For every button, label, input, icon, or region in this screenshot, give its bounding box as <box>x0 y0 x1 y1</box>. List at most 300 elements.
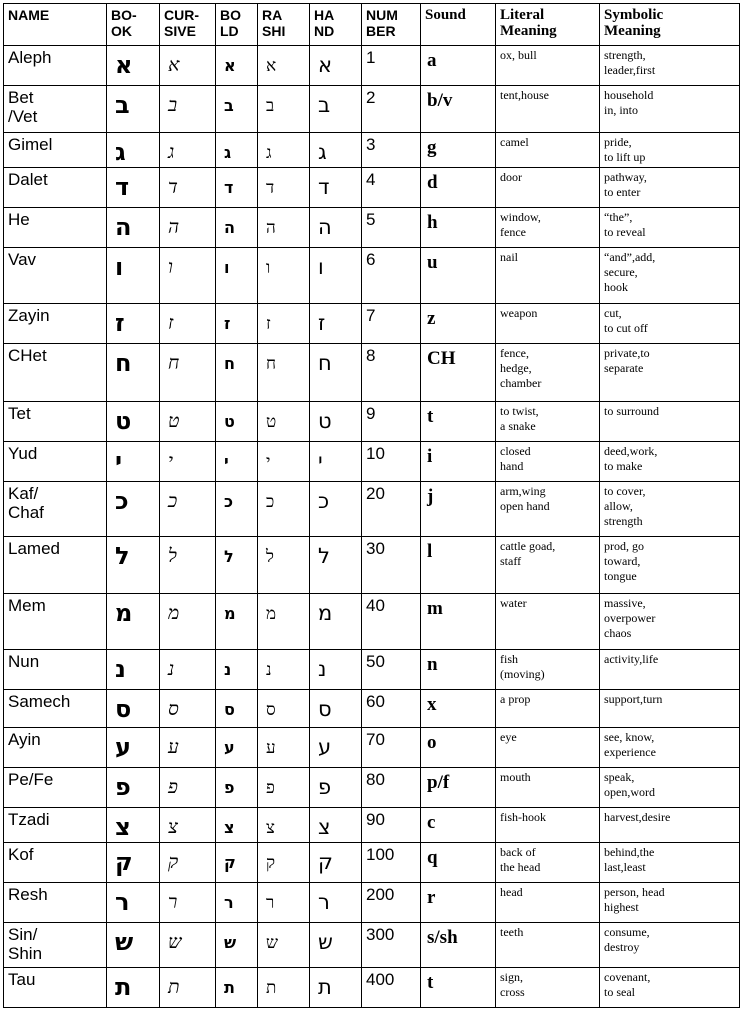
bold-script-glyph-cell <box>216 344 258 402</box>
hand-script-glyph: ת <box>318 975 332 999</box>
book-script-glyph-cell <box>107 808 160 843</box>
hand-script-glyph: ה <box>318 215 332 239</box>
hand-script-glyph-cell <box>310 86 362 133</box>
bold-script-glyph-cell <box>216 248 258 304</box>
book-script-glyph-cell <box>107 482 160 537</box>
book-script-glyph-cell <box>107 768 160 808</box>
letter-name-cell: CHet <box>4 344 107 402</box>
rashi-script-glyph-cell <box>258 968 310 1008</box>
bold-script-glyph-cell <box>216 808 258 843</box>
hand-script-glyph: נ <box>318 657 327 681</box>
literal-meaning-cell: ox, bull <box>496 46 600 86</box>
book-script-glyph-cell <box>107 883 160 923</box>
rashi-script-glyph: ש <box>266 933 279 953</box>
hand-script-glyph: ט <box>318 409 332 433</box>
symbolic-meaning-cell: behind,the last,least <box>600 843 740 883</box>
hand-script-glyph-cell <box>310 650 362 690</box>
bold-script-glyph: ט <box>224 412 235 431</box>
literal-meaning-cell: eye <box>496 728 600 768</box>
bold-script-glyph-cell <box>216 304 258 344</box>
bold-script-glyph: ה <box>224 218 235 237</box>
table-row <box>4 344 740 402</box>
sound-cell: a <box>421 46 496 86</box>
book-script-glyph: ה <box>115 213 132 241</box>
hand-script-glyph: כ <box>318 489 330 513</box>
bold-script-glyph: ק <box>224 853 236 872</box>
bold-script-glyph-cell <box>216 133 258 168</box>
number-cell: 10 <box>362 442 421 482</box>
table-row <box>4 304 740 344</box>
bold-script-glyph: נ <box>224 660 232 679</box>
cursive-script-glyph-cell <box>160 690 216 728</box>
rashi-script-glyph: א <box>266 56 277 76</box>
book-script-glyph-cell <box>107 46 160 86</box>
rashi-script-glyph: צ <box>266 818 275 838</box>
book-script-glyph-cell <box>107 248 160 304</box>
letter-name-cell: Kaf/ Chaf <box>4 482 107 537</box>
cursive-script-glyph: ל <box>168 545 177 567</box>
cursive-script-glyph-cell <box>160 537 216 594</box>
bold-script-glyph: א <box>224 56 236 75</box>
rashi-script-glyph: כ <box>266 492 275 512</box>
cursive-script-glyph: א <box>168 54 180 76</box>
bold-script-glyph: ב <box>224 96 234 115</box>
cursive-script-glyph: ק <box>168 851 179 873</box>
symbolic-meaning-cell: covenant, to seal <box>600 968 740 1008</box>
cursive-script-glyph: ו <box>168 256 173 278</box>
sound-cell: p/f <box>421 768 496 808</box>
number-cell: 70 <box>362 728 421 768</box>
bold-script-glyph-cell <box>216 168 258 208</box>
number-cell: 7 <box>362 304 421 344</box>
table-body <box>4 46 740 1008</box>
sound-cell: t <box>421 402 496 442</box>
book-script-glyph: ל <box>115 542 130 570</box>
bold-script-glyph-cell <box>216 537 258 594</box>
letter-name-cell: Gimel <box>4 133 107 168</box>
alphabet-table-wrapper <box>3 3 740 1008</box>
cursive-script-glyph-cell <box>160 923 216 968</box>
letter-name-cell: Pe/Fe <box>4 768 107 808</box>
bold-script-glyph-cell <box>216 690 258 728</box>
header-rashi: RA SHI <box>258 4 310 46</box>
sound-cell: CH <box>421 344 496 402</box>
bold-script-glyph: ג <box>224 143 232 162</box>
symbolic-meaning-cell: to surround <box>600 402 740 442</box>
table-row <box>4 133 740 168</box>
hand-script-glyph-cell <box>310 304 362 344</box>
cursive-script-glyph: נ <box>168 658 175 680</box>
number-cell: 60 <box>362 690 421 728</box>
literal-meaning-cell: a prop <box>496 690 600 728</box>
book-script-glyph: א <box>115 51 133 79</box>
table-row <box>4 537 740 594</box>
literal-meaning-cell: teeth <box>496 923 600 968</box>
hand-script-glyph-cell <box>310 923 362 968</box>
sound-cell: r <box>421 883 496 923</box>
hand-script-glyph-cell <box>310 594 362 650</box>
sound-cell: i <box>421 442 496 482</box>
letter-name-cell: He <box>4 208 107 248</box>
literal-meaning-cell: nail <box>496 248 600 304</box>
letter-name-cell: Kof <box>4 843 107 883</box>
bold-script-glyph-cell <box>216 968 258 1008</box>
sound-cell: g <box>421 133 496 168</box>
literal-meaning-cell: weapon <box>496 304 600 344</box>
book-script-glyph-cell <box>107 208 160 248</box>
hand-script-glyph: ג <box>318 140 327 164</box>
rashi-script-glyph-cell <box>258 86 310 133</box>
rashi-script-glyph: נ <box>266 660 272 680</box>
header-book: BO- OK <box>107 4 160 46</box>
bold-script-glyph-cell <box>216 923 258 968</box>
cursive-script-glyph: ר <box>168 891 178 913</box>
number-cell: 400 <box>362 968 421 1008</box>
cursive-script-glyph: ת <box>168 976 180 998</box>
hand-script-glyph-cell <box>310 344 362 402</box>
rashi-script-glyph-cell <box>258 594 310 650</box>
letter-name-cell: Nun <box>4 650 107 690</box>
book-script-glyph-cell <box>107 690 160 728</box>
literal-meaning-cell: fence, hedge, chamber <box>496 344 600 402</box>
table-row <box>4 923 740 968</box>
bold-script-glyph: ז <box>224 314 231 333</box>
hand-script-glyph-cell <box>310 248 362 304</box>
sound-cell: h <box>421 208 496 248</box>
bold-script-glyph: ס <box>224 700 235 719</box>
bold-script-glyph: ע <box>224 738 235 757</box>
bold-script-glyph-cell <box>216 768 258 808</box>
book-script-glyph-cell <box>107 537 160 594</box>
hand-script-glyph-cell <box>310 883 362 923</box>
cursive-script-glyph-cell <box>160 86 216 133</box>
table-row <box>4 208 740 248</box>
cursive-script-glyph-cell <box>160 168 216 208</box>
sound-cell: q <box>421 843 496 883</box>
cursive-script-glyph: ס <box>168 698 179 720</box>
rashi-script-glyph: ד <box>266 178 275 198</box>
hand-script-glyph-cell <box>310 442 362 482</box>
rashi-script-glyph: י <box>266 452 271 472</box>
book-script-glyph: ש <box>115 928 134 956</box>
bold-script-glyph-cell <box>216 650 258 690</box>
hand-script-glyph-cell <box>310 402 362 442</box>
hand-script-glyph: צ <box>318 815 331 839</box>
table-row <box>4 968 740 1008</box>
table-row <box>4 728 740 768</box>
sound-cell: s/sh <box>421 923 496 968</box>
rashi-script-glyph-cell <box>258 728 310 768</box>
number-cell: 8 <box>362 344 421 402</box>
table-row <box>4 768 740 808</box>
hand-script-glyph: פ <box>318 775 332 799</box>
cursive-script-glyph-cell <box>160 304 216 344</box>
bold-script-glyph-cell <box>216 86 258 133</box>
hand-script-glyph-cell <box>310 133 362 168</box>
cursive-script-glyph-cell <box>160 650 216 690</box>
letter-name-cell: Bet /Vet <box>4 86 107 133</box>
bold-script-glyph-cell <box>216 728 258 768</box>
rashi-script-glyph-cell <box>258 442 310 482</box>
cursive-script-glyph-cell <box>160 968 216 1008</box>
rashi-script-glyph-cell <box>258 883 310 923</box>
literal-meaning-cell: fish-hook <box>496 808 600 843</box>
cursive-script-glyph: ה <box>168 216 180 238</box>
table-row <box>4 402 740 442</box>
sound-cell: t <box>421 968 496 1008</box>
number-cell: 4 <box>362 168 421 208</box>
symbolic-meaning-cell: pride, to lift up <box>600 133 740 168</box>
book-script-glyph: ס <box>115 695 132 723</box>
literal-meaning-cell: back of the head <box>496 843 600 883</box>
hand-script-glyph-cell <box>310 690 362 728</box>
number-cell: 3 <box>362 133 421 168</box>
rashi-script-glyph-cell <box>258 304 310 344</box>
cursive-script-glyph: פ <box>168 776 178 798</box>
rashi-script-glyph-cell <box>258 208 310 248</box>
letter-name-cell: Yud <box>4 442 107 482</box>
hand-script-glyph-cell <box>310 46 362 86</box>
symbolic-meaning-cell: prod, go toward, tongue <box>600 537 740 594</box>
hand-script-glyph: ע <box>318 735 332 759</box>
cursive-script-glyph: י <box>168 450 173 472</box>
hand-script-glyph: י <box>318 449 323 473</box>
literal-meaning-cell: mouth <box>496 768 600 808</box>
header-row <box>4 4 740 46</box>
rashi-script-glyph: ל <box>266 547 274 567</box>
cursive-script-glyph-cell <box>160 133 216 168</box>
book-script-glyph-cell <box>107 86 160 133</box>
symbolic-meaning-cell: see, know, experience <box>600 728 740 768</box>
header-cursive: CUR- SIVE <box>160 4 216 46</box>
hand-script-glyph: ל <box>318 544 330 568</box>
rashi-script-glyph-cell <box>258 537 310 594</box>
bold-script-glyph: ל <box>224 547 234 566</box>
rashi-script-glyph: ב <box>266 96 275 116</box>
book-script-glyph: י <box>115 447 123 475</box>
cursive-script-glyph: ח <box>168 352 180 374</box>
number-cell: 30 <box>362 537 421 594</box>
cursive-script-glyph: ע <box>168 736 179 758</box>
rashi-script-glyph: ט <box>266 412 277 432</box>
rashi-script-glyph: ר <box>266 893 275 913</box>
bold-script-glyph: י <box>224 452 229 471</box>
letter-name-cell: Dalet <box>4 168 107 208</box>
hand-script-glyph-cell <box>310 968 362 1008</box>
bold-script-glyph: ד <box>224 178 234 197</box>
number-cell: 50 <box>362 650 421 690</box>
literal-meaning-cell: door <box>496 168 600 208</box>
literal-meaning-cell: arm,wing open hand <box>496 482 600 537</box>
cursive-script-glyph-cell <box>160 208 216 248</box>
book-script-glyph: ק <box>115 848 133 876</box>
sound-cell: x <box>421 690 496 728</box>
bold-script-glyph-cell <box>216 208 258 248</box>
book-script-glyph: נ <box>115 655 126 683</box>
symbolic-meaning-cell: strength, leader,first <box>600 46 740 86</box>
hand-script-glyph: ש <box>318 930 333 954</box>
book-script-glyph-cell <box>107 923 160 968</box>
literal-meaning-cell: closed hand <box>496 442 600 482</box>
rashi-script-glyph-cell <box>258 482 310 537</box>
symbolic-meaning-cell: speak, open,word <box>600 768 740 808</box>
literal-meaning-cell: fish (moving) <box>496 650 600 690</box>
book-script-glyph-cell <box>107 968 160 1008</box>
bold-script-glyph: ו <box>224 258 230 277</box>
rashi-script-glyph-cell <box>258 344 310 402</box>
bold-script-glyph: פ <box>224 778 235 797</box>
rashi-script-glyph-cell <box>258 923 310 968</box>
number-cell: 40 <box>362 594 421 650</box>
hebrew-alphabet-table <box>3 3 740 1008</box>
rashi-script-glyph-cell <box>258 402 310 442</box>
literal-meaning-cell: to twist, a snake <box>496 402 600 442</box>
sound-cell: z <box>421 304 496 344</box>
book-script-glyph: כ <box>115 487 129 515</box>
bold-script-glyph: מ <box>224 604 236 623</box>
bold-script-glyph: ש <box>224 933 237 952</box>
symbolic-meaning-cell: to cover, allow, strength <box>600 482 740 537</box>
literal-meaning-cell: water <box>496 594 600 650</box>
number-cell: 9 <box>362 402 421 442</box>
number-cell: 20 <box>362 482 421 537</box>
symbolic-meaning-cell: massive, overpower chaos <box>600 594 740 650</box>
header-sound: Sound <box>421 4 496 46</box>
symbolic-meaning-cell: private,to separate <box>600 344 740 402</box>
rashi-script-glyph: ג <box>266 143 272 163</box>
hand-script-glyph-cell <box>310 168 362 208</box>
number-cell: 6 <box>362 248 421 304</box>
symbolic-meaning-cell: harvest,desire <box>600 808 740 843</box>
sound-cell: m <box>421 594 496 650</box>
book-script-glyph-cell <box>107 442 160 482</box>
hand-script-glyph-cell <box>310 768 362 808</box>
sound-cell: c <box>421 808 496 843</box>
literal-meaning-cell: sign, cross <box>496 968 600 1008</box>
rashi-script-glyph-cell <box>258 168 310 208</box>
rashi-script-glyph-cell <box>258 46 310 86</box>
hand-script-glyph-cell <box>310 537 362 594</box>
symbolic-meaning-cell: person, head highest <box>600 883 740 923</box>
sound-cell: n <box>421 650 496 690</box>
number-cell: 300 <box>362 923 421 968</box>
book-script-glyph-cell <box>107 133 160 168</box>
table-row <box>4 442 740 482</box>
cursive-script-glyph-cell <box>160 344 216 402</box>
number-cell: 90 <box>362 808 421 843</box>
rashi-script-glyph: ה <box>266 218 276 238</box>
cursive-script-glyph: ד <box>168 176 178 198</box>
book-script-glyph-cell <box>107 402 160 442</box>
bold-script-glyph: ח <box>224 354 235 373</box>
symbolic-meaning-cell: “and”,add, secure, hook <box>600 248 740 304</box>
literal-meaning-cell: window, fence <box>496 208 600 248</box>
sound-cell: j <box>421 482 496 537</box>
table-row <box>4 690 740 728</box>
symbolic-meaning-cell: cut, to cut off <box>600 304 740 344</box>
symbolic-meaning-cell: pathway, to enter <box>600 168 740 208</box>
book-script-glyph: צ <box>115 813 131 841</box>
cursive-script-glyph-cell <box>160 843 216 883</box>
book-script-glyph-cell <box>107 843 160 883</box>
rashi-script-glyph: ס <box>266 700 276 720</box>
cursive-script-glyph: ז <box>168 312 174 334</box>
book-script-glyph-cell <box>107 594 160 650</box>
book-script-glyph: ד <box>115 173 130 201</box>
table-row <box>4 883 740 923</box>
book-script-glyph: ו <box>115 253 124 281</box>
table-row <box>4 650 740 690</box>
book-script-glyph: ט <box>115 407 132 435</box>
header-bold: BO LD <box>216 4 258 46</box>
table-row <box>4 594 740 650</box>
letter-name-cell: Zayin <box>4 304 107 344</box>
cursive-script-glyph-cell <box>160 46 216 86</box>
hand-script-glyph: ס <box>318 697 332 721</box>
rashi-script-glyph-cell <box>258 808 310 843</box>
cursive-script-glyph: ט <box>168 410 180 432</box>
cursive-script-glyph-cell <box>160 482 216 537</box>
symbolic-meaning-cell: activity,life <box>600 650 740 690</box>
rashi-script-glyph-cell <box>258 650 310 690</box>
hand-script-glyph: מ <box>318 601 333 625</box>
hand-script-glyph: ד <box>318 175 330 199</box>
sound-cell: l <box>421 537 496 594</box>
book-script-glyph-cell <box>107 168 160 208</box>
letter-name-cell: Sin/ Shin <box>4 923 107 968</box>
letter-name-cell: Resh <box>4 883 107 923</box>
table-row <box>4 168 740 208</box>
bold-script-glyph-cell <box>216 442 258 482</box>
bold-script-glyph-cell <box>216 843 258 883</box>
cursive-script-glyph: מ <box>168 602 180 624</box>
rashi-script-glyph: ו <box>266 258 271 278</box>
hand-script-glyph-cell <box>310 808 362 843</box>
hand-script-glyph-cell <box>310 482 362 537</box>
bold-script-glyph-cell <box>216 482 258 537</box>
header-literal-meaning: Literal Meaning <box>496 4 600 46</box>
cursive-script-glyph: ש <box>168 931 182 953</box>
rashi-script-glyph-cell <box>258 133 310 168</box>
sound-cell: u <box>421 248 496 304</box>
rashi-script-glyph-cell <box>258 248 310 304</box>
rashi-script-glyph: מ <box>266 604 277 624</box>
table-row <box>4 843 740 883</box>
hand-script-glyph-cell <box>310 728 362 768</box>
rashi-script-glyph: ק <box>266 853 276 873</box>
cursive-script-glyph-cell <box>160 594 216 650</box>
letter-name-cell: Tau <box>4 968 107 1008</box>
letter-name-cell: Tzadi <box>4 808 107 843</box>
header-symbolic-meaning: Symbolic Meaning <box>600 4 740 46</box>
rashi-script-glyph-cell <box>258 843 310 883</box>
cursive-script-glyph: צ <box>168 816 178 838</box>
cursive-script-glyph: ג <box>168 141 175 163</box>
rashi-script-glyph: ח <box>266 354 277 374</box>
rashi-script-glyph-cell <box>258 768 310 808</box>
letter-name-cell: Lamed <box>4 537 107 594</box>
literal-meaning-cell: cattle goad, staff <box>496 537 600 594</box>
letter-name-cell: Aleph <box>4 46 107 86</box>
book-script-glyph: ב <box>115 91 130 119</box>
book-script-glyph: ר <box>115 888 130 916</box>
rashi-script-glyph: פ <box>266 778 275 798</box>
table-row <box>4 248 740 304</box>
book-script-glyph: ז <box>115 309 125 337</box>
number-cell: 80 <box>362 768 421 808</box>
letter-name-cell: Vav <box>4 248 107 304</box>
hand-script-glyph-cell <box>310 843 362 883</box>
